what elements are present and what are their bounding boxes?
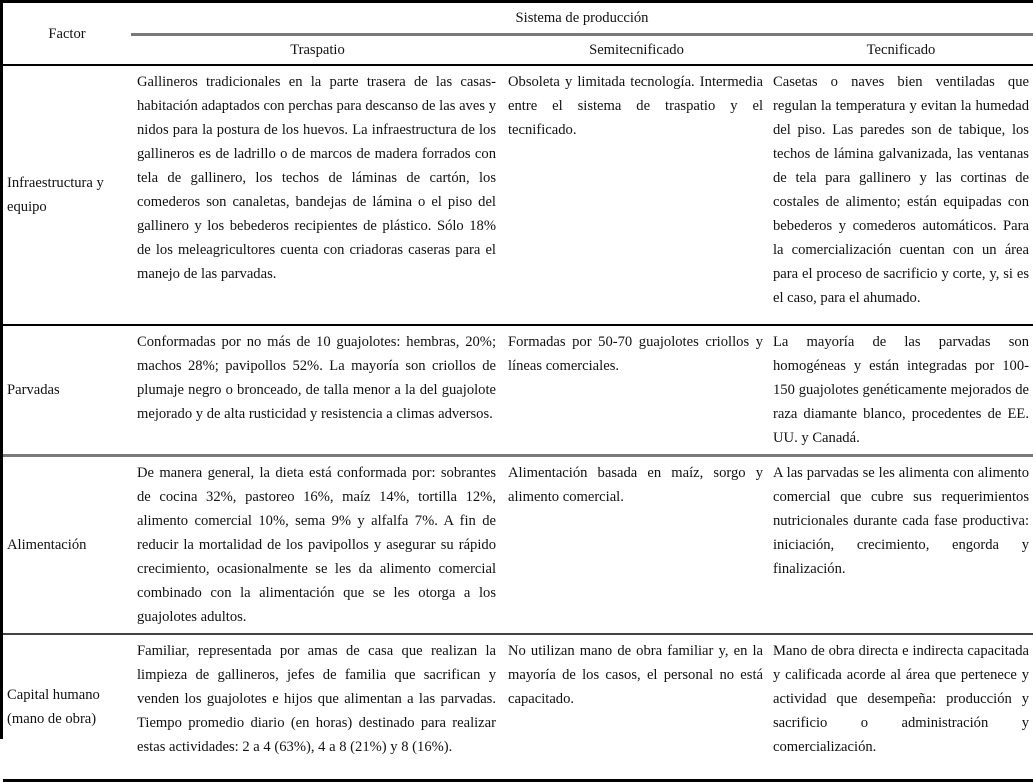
semitecnificado-cell: Formadas por 50-70 guajolotes criollos y líneas comerciales. [504, 325, 769, 456]
factor-cell: Parvadas [3, 325, 131, 456]
header-row-columns [3, 35, 1033, 66]
semitecnificado-cell: No utilizan mano de obra familiar y, en la mayoría de los casos, el personal no está capacitado. [504, 634, 769, 781]
header-row-group [3, 2, 1033, 35]
table-row [3, 634, 1033, 781]
table-row [3, 325, 1033, 456]
table-row [3, 65, 1033, 325]
factor-cell: Infraestructura y equipo [3, 65, 131, 325]
traspatio-cell: Conformadas por no más de 10 guajolotes: hembras, 20%; machos 28%; pavipollos 52%. La mayoría son criollos de plumaje negro o bronceado, de talla menor a la del guajolote mejorado y de alta rusticidad y resistencia a climas adversos. [131, 325, 504, 456]
factor-header: Factor [3, 2, 131, 66]
sistema-produccion-header: Sistema de producción [131, 2, 1033, 35]
tecnificado-cell: Mano de obra directa e indirecta capacitada y calificada acorde al área que pertenece y actividad que desempeña: producción y sacrificio o administración y comercialización. [769, 634, 1033, 781]
semitecnificado-cell: Obsoleta y limitada tecnología. Intermedia entre el sistema de traspatio y el tecnificado. [504, 65, 769, 325]
tecnificado-cell: Casetas o naves bien ventiladas que regulan la temperatura y evitan la humedad del piso. Las paredes son de tabique, los techos de lámina galvanizada, las ventanas de tela para gallinero y las cortinas de costales de alimento; están equipadas con bebederos y comederos automáticos. Para la comercialización cuentan con un área para el proceso de sacrificio y corte, y, si es el caso, para el ahumado. [769, 65, 1033, 325]
traspatio-cell: Familiar, representada por amas de casa que realizan la limpieza de gallineros, jefes de familia que sacrifican y venden los guajolotes e hijos que alimentan a las parvadas. Tiempo promedio diario (en horas) destinado para realizar estas actividades: 2 a 4 (63%), 4 a 8 (21%) y 8 (16%). [131, 634, 504, 781]
column-header-traspatio: Traspatio [131, 35, 504, 66]
semitecnificado-cell: Alimentación basada en maíz, sorgo y alimento comercial. [504, 456, 769, 635]
factor-cell: Alimentación [3, 456, 131, 635]
traspatio-cell: Gallineros tradicionales en la parte trasera de las casas-habitación adaptados con perchas para descanso de las aves y nidos para la postura de los huevos. La infraestructura de los gallineros es de ladrillo o de marcos de madera forrados con tela de gallinero, los techos de láminas de cartón, los comederos son canaletas, bandejas de lámina o el piso del gallinero y los bebederos recipientes de plástico. Sólo 18% de los meleagricultores cuenta con criadoras caseras para el manejo de las parvadas. [131, 65, 504, 325]
factor-cell: Capital humano (mano de obra) [3, 634, 131, 781]
column-header-tecnificado: Tecnificado [769, 35, 1033, 66]
tecnificado-cell: A las parvadas se les alimenta con alimento comercial que cubre sus requerimientos nutricionales durante cada fase productiva: iniciación, crecimiento, engorda y finalización. [769, 456, 1033, 635]
column-header-semitecnificado: Semitecnificado [504, 35, 769, 66]
production-systems-table [3, 0, 1033, 782]
table-row [3, 456, 1033, 635]
tecnificado-cell: La mayoría de las parvadas son homogéneas y están integradas por 100-150 guajolotes genéticamente mejorados de raza diamante blanco, procedentes de EE. UU. y Canadá. [769, 325, 1033, 456]
traspatio-cell: De manera general, la dieta está conformada por: sobrantes de cocina 32%, pastoreo 16%, maíz 14%, tortilla 12%, alimento comercial 10%, sema 9% y alfalfa 7%. A fin de reducir la mortalidad de los pavipollos y asegurar su rápido crecimiento, ocasionalmente se les da alimento comercial combinado con la alimentación que se les otorga a los guajolotes adultos. [131, 456, 504, 635]
